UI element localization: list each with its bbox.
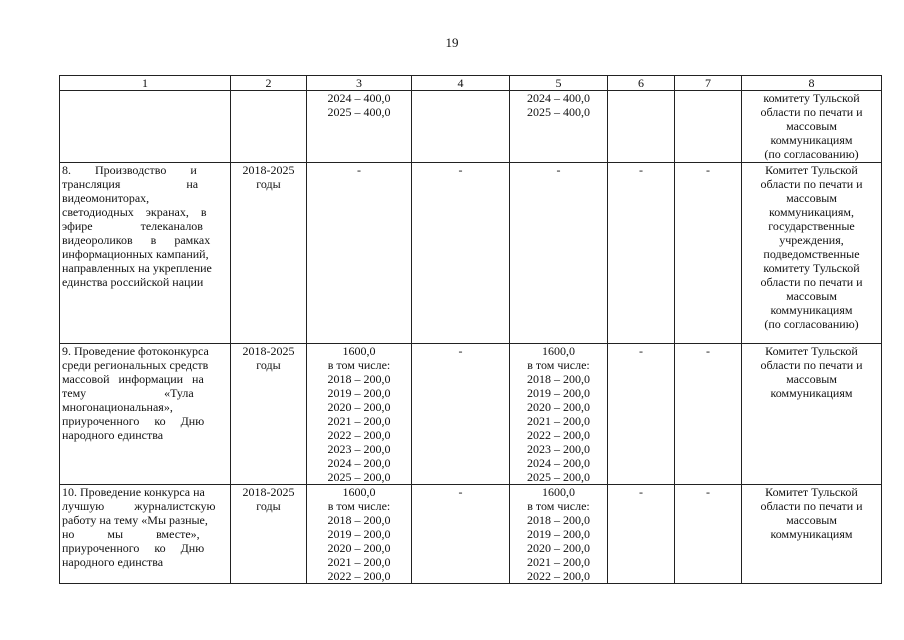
cell-line: в том числе: <box>327 499 391 513</box>
cell-line: 2023 – 200,0 <box>527 442 590 456</box>
cell-line: светодиодных экранах, в <box>62 205 207 219</box>
cell-line: 2020 – 200,0 <box>327 400 391 414</box>
cell-line: массовым <box>786 289 837 303</box>
cell-line: приуроченного ко Дню <box>62 541 205 555</box>
funding-regional-cell <box>510 163 608 344</box>
cell-line: единства российской нации <box>62 275 204 289</box>
cell-line: (по согласованию) <box>764 317 859 331</box>
header-cell: 2 <box>231 76 307 91</box>
funding-federal-cell <box>412 91 510 163</box>
cell-line: 1600,0 <box>542 485 575 499</box>
cell-line: массовым <box>786 372 837 386</box>
cell-line: комитету Тульской <box>763 261 860 275</box>
cell-line: массовым <box>786 119 837 133</box>
cell-line: народного единства <box>62 428 164 442</box>
cell-line: - <box>357 163 361 177</box>
cell-line: массовым <box>786 191 837 205</box>
cell-line: народного единства <box>62 555 164 569</box>
period-cell <box>231 91 307 163</box>
funding-other-cell <box>675 91 742 163</box>
cell-line: 2021 – 200,0 <box>527 414 590 428</box>
funding-total-cell <box>307 344 412 485</box>
cell-line: 2022 – 200,0 <box>527 428 590 442</box>
cell-line: - <box>556 163 561 177</box>
cell-line: приуроченного ко Дню <box>62 414 205 428</box>
cell-line: в том числе: <box>327 358 391 372</box>
cell-line: 2019 – 200,0 <box>327 527 391 541</box>
cell-line: 1600,0 <box>542 344 575 358</box>
activity-cell <box>60 485 231 584</box>
cell-line: государственные <box>768 219 855 233</box>
funding-regional-cell <box>510 344 608 485</box>
cell-line: 2022 – 200,0 <box>527 569 590 583</box>
funding-federal-cell: - <box>412 163 510 344</box>
cell-line: но мы вместе», <box>62 527 200 541</box>
cell-line: 2021 – 200,0 <box>327 555 391 569</box>
responsible-cell <box>742 485 882 584</box>
cell-line: 2019 – 200,0 <box>527 386 590 400</box>
cell-line: 2018 – 200,0 <box>527 513 590 527</box>
funding-regional-cell <box>510 485 608 584</box>
cell-line: коммуникациям <box>770 386 853 400</box>
cell-line: коммуникациям <box>770 133 853 147</box>
cell-line: 2018 – 200,0 <box>527 372 590 386</box>
cell-line: Комитет Тульской <box>765 485 858 499</box>
period-cell: 2018-2025 годы <box>231 485 307 584</box>
cell-line: 2019 – 200,0 <box>527 527 590 541</box>
funding-local-cell <box>608 91 675 163</box>
cell-line: многонациональная», <box>62 400 173 414</box>
responsible-cell <box>742 344 882 485</box>
table-row <box>60 344 882 485</box>
funding-federal-cell: - <box>412 344 510 485</box>
cell-line: направленных на укрепление <box>62 261 212 275</box>
cell-line: 2024 – 200,0 <box>327 456 391 470</box>
cell-line: трансляция на <box>62 177 199 191</box>
cell-line: комитету Тульской <box>763 91 860 105</box>
cell-line: работу на тему «Мы разные, <box>62 513 208 527</box>
cell-line: 8. Производство и <box>62 163 197 177</box>
cell-line: Комитет Тульской <box>765 344 858 358</box>
cell-line: в том числе: <box>527 499 590 513</box>
cell-line: видеомониторах, <box>62 191 150 205</box>
cell-line: тему «Тула <box>62 386 194 400</box>
cell-line: 2024 – 200,0 <box>527 456 590 470</box>
cell-line: 1600,0 <box>342 485 376 499</box>
header-cell: 1 <box>60 76 231 91</box>
funding-other-cell: - <box>675 485 742 584</box>
cell-line: 10. Проведение конкурса на <box>62 485 205 499</box>
cell-line: в том числе: <box>527 358 590 372</box>
cell-line: 9. Проведение фотоконкурса <box>62 344 209 358</box>
table-row <box>60 91 882 163</box>
cell-line: массовой информации на <box>62 372 204 386</box>
cell-line: (по согласованию) <box>764 147 859 161</box>
cell-line: 2025 – 200,0 <box>527 470 590 484</box>
funding-local-cell: - <box>608 344 675 485</box>
cell-line: 2018 – 200,0 <box>327 372 391 386</box>
cell-line: области по печати и <box>760 105 863 119</box>
cell-line: среди региональных средств <box>62 358 209 372</box>
cell-line: эфире телеканалов <box>62 219 203 233</box>
funding-total-cell <box>307 91 412 163</box>
cell-line: подведомственные <box>763 247 860 261</box>
cell-line: области по печати и <box>760 275 863 289</box>
header-cell: 6 <box>608 76 675 91</box>
cell-line: коммуникациям <box>770 303 853 317</box>
funding-local-cell: - <box>608 485 675 584</box>
program-table <box>59 75 882 584</box>
header-cell: 4 <box>412 76 510 91</box>
cell-line: 2020 – 200,0 <box>527 541 590 555</box>
cell-line: 2021 – 200,0 <box>527 555 590 569</box>
funding-other-cell: - <box>675 344 742 485</box>
table-row <box>60 485 882 584</box>
table-header-row <box>60 76 882 91</box>
funding-total-cell <box>307 485 412 584</box>
funding-federal-cell: - <box>412 485 510 584</box>
cell-line: коммуникациям, <box>769 205 854 219</box>
cell-line: учреждения, <box>779 233 844 247</box>
cell-line: 2021 – 200,0 <box>327 414 391 428</box>
funding-local-cell: - <box>608 163 675 344</box>
cell-line: 2018 – 200,0 <box>327 513 391 527</box>
period-cell: 2018-2025 годы <box>231 344 307 485</box>
cell-line: видеороликов в рамках <box>62 233 211 247</box>
cell-line: 2025 – 200,0 <box>327 470 391 484</box>
header-cell: 5 <box>510 76 608 91</box>
cell-line: лучшую журналистскую <box>62 499 216 513</box>
cell-line: массовым <box>786 513 837 527</box>
cell-line: 1600,0 <box>342 344 376 358</box>
header-cell: 8 <box>742 76 882 91</box>
cell-line: 2022 – 200,0 <box>327 569 391 583</box>
page-number: 19 <box>445 35 459 50</box>
header-cell: 7 <box>675 76 742 91</box>
cell-line: коммуникациям <box>770 527 853 541</box>
table-row <box>60 163 882 344</box>
cell-line: 2024 – 400,0 <box>327 91 391 105</box>
funding-total-cell <box>307 163 412 344</box>
cell-line: 2019 – 200,0 <box>327 386 391 400</box>
cell-line: Комитет Тульской <box>765 163 858 177</box>
cell-line: 2023 – 200,0 <box>327 442 391 456</box>
cell-line: 2020 – 200,0 <box>527 400 590 414</box>
cell-line: области по печати и <box>760 358 863 372</box>
responsible-cell <box>742 91 882 163</box>
cell-line: области по печати и <box>760 177 863 191</box>
cell-line: 2022 – 200,0 <box>327 428 391 442</box>
cell-line: 2025 – 400,0 <box>527 105 590 119</box>
period-cell: 2018-2025 годы <box>231 163 307 344</box>
activity-cell <box>60 344 231 485</box>
funding-other-cell: - <box>675 163 742 344</box>
header-cell: 3 <box>307 76 412 91</box>
responsible-cell <box>742 163 882 344</box>
cell-line: 2024 – 400,0 <box>527 91 590 105</box>
activity-cell <box>60 163 231 344</box>
cell-line: области по печати и <box>760 499 863 513</box>
funding-regional-cell <box>510 91 608 163</box>
cell-line: 2025 – 400,0 <box>327 105 391 119</box>
cell-line: информационных кампаний, <box>62 247 209 261</box>
activity-cell <box>60 91 231 163</box>
cell-line: 2020 – 200,0 <box>327 541 391 555</box>
